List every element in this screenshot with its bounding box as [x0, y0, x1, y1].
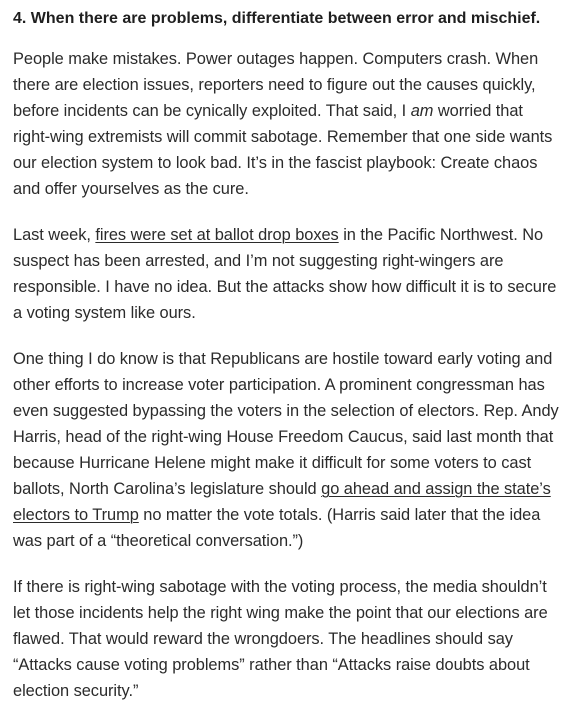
paragraph-3-text-end: no matter the vote totals. (Harris said later that the idea was part of a “theoretical conversation.”)	[13, 506, 541, 550]
paragraph-3	[13, 346, 561, 554]
assign-electors-link[interactable]: go ahead and assign the state’s electors to Trump	[13, 480, 551, 524]
paragraph-3-text-start: One thing I do know is that Republicans are hostile toward early voting and other efforts to increase voter participation. A prominent congressman has even suggested bypassing the voters in the selection of electors. Rep. Andy Harris, head of the right-wing House Freedom Caucus, said last month that because Hurricane Helene might make it difficult for some voters to cast ballots, North Carolina’s legislature should	[13, 350, 559, 498]
paragraph-2	[13, 222, 561, 326]
paragraph-4: If there is right-wing sabotage with the voting process, the media shouldn’t let those incidents help the right wing make the point that our elections are flawed. That would reward the wrongdoers. The headlines should say “Attacks cause voting problems” rather than “Attacks raise doubts about election security.”	[13, 578, 548, 700]
paragraph-2-text-start: Last week,	[13, 226, 96, 244]
paragraph-1-text-start: People make mistakes. Power outages happen. Computers crash. When there are election issues, reporters need to figure out the causes quickly, before incidents can be cynically exploited. That said, I	[13, 50, 539, 120]
section-heading: 4. When there are problems, differentiate between error and mischief.	[13, 10, 541, 27]
paragraph-1-text-end: worried that right-wing extremists will commit sabotage. Remember that one side wants our election system to look bad. It’s in the fascist playbook: Create chaos and offer yourselves as the cure.	[13, 102, 553, 198]
ballot-drop-box-fires-link[interactable]: fires were set at ballot drop boxes	[95, 226, 339, 244]
paragraph-1	[13, 46, 561, 202]
paragraph-2-text-end: in the Pacific Northwest. No suspect has been arrested, and I’m not suggesting right-wingers are responsible. I have no idea. But the attacks show how difficult it is to secure a voting system like ours.	[13, 226, 557, 322]
paragraph-1-emphasis: am	[410, 102, 434, 120]
